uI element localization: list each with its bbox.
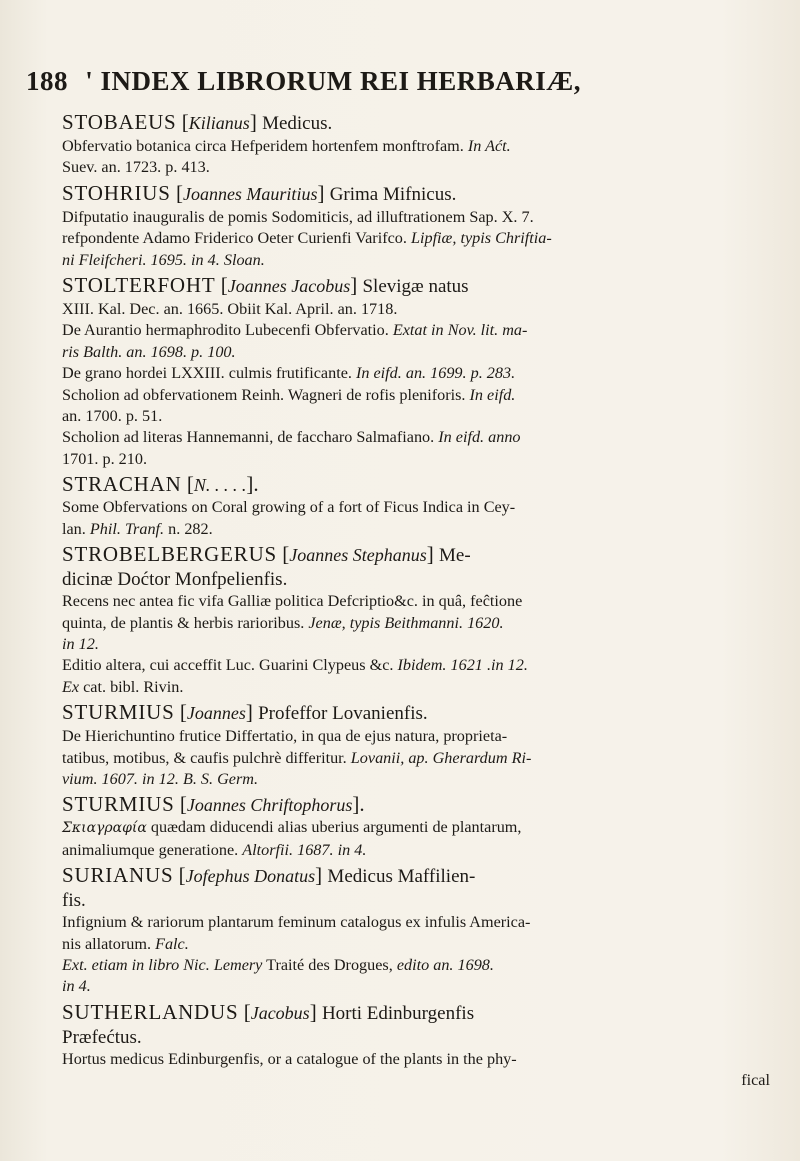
entry-surname: STOLTERFOHT (62, 273, 216, 298)
entry-reference: Ibidem. 1621 .in 12. (397, 656, 528, 675)
entry-text: cat. bibl. Rivin. (83, 677, 184, 696)
entry-text: animaliumque generatione. (62, 840, 239, 859)
catchword: fical (741, 1071, 770, 1090)
entry-surname: STROBELBERGERUS (62, 542, 278, 567)
entry-surname: STRACHAN (62, 472, 182, 497)
entry-role: Slevigæ natus (362, 276, 469, 298)
entry-stohrius: STOHRIUS [Joannes Mauritius] Grima Mifnicus. Difputatio inauguralis de pomis Sodomiticis, ad illuftrationem Sap. X. 7. refpondente Adamo Friderico Oeter Curienfi Varifco. Lipfiæ, typis Chriftia- ni Fleifcheri. 1695. in 4. Sloan. (62, 180, 552, 269)
entry-text: nis allatorum. (62, 934, 152, 953)
entry-text: quædam diducendi alias uberius argumenti de plantarum, (150, 818, 522, 837)
entry-reference: In eifd. an. 1699. p. 283. (355, 364, 516, 383)
entry-given-name: Joannes Mauritius (182, 183, 318, 204)
entry-reference: Ext. etiam in libro Nic. Lemery (62, 955, 263, 974)
entry-reference: In eifd. anno (438, 428, 521, 447)
entry-reference: Extat in Nov. lit. ma- (392, 321, 528, 340)
entry-strobelbergerus: STROBELBERGERUS [Joannes Stephanus] Me- dicinæ Doćtor Monfpelienfis. Recens nec antea fic vifa Galliæ politica Defcriptio&c. in quâ, feĉtione quinta, de plantis & herbis rarioribus. Jenæ, typis Beithmanni. 1620. in 12. Editio altera, cui acceffit Luc. Guarini Clypeus &c. Ibidem. 1621 .in 12. Ex cat. bibl. Rivin. (62, 542, 528, 696)
entry-text: quinta, de plantis & herbis rarioribus. (62, 613, 305, 632)
entry-given-name: Joannes Stephanus (289, 545, 427, 566)
entry-text: lan. (62, 519, 86, 538)
entry-reference: Jenæ, typis Beithmanni. 1620. (308, 613, 504, 632)
entry-text: Recens nec antea fic vifa Galliæ politica Defcriptio&c. in quâ, feĉtione (62, 592, 523, 611)
entry-given-name: N. . . . . (193, 475, 247, 496)
entry-text: XIII. Kal. Dec. an. 1665. Obiit Kal. April. an. 1718. (62, 300, 398, 319)
entry-text: an. 1700. p. 51. (62, 407, 163, 426)
entry-reference: Lipfiæ, typis Chriftia- (410, 229, 552, 248)
entry-text: Suev. an. 1723. p. 413. (62, 158, 210, 177)
entry-surname: SURIANUS (62, 863, 174, 888)
entry-text: De Hierichuntino frutice Differtatio, in qua de ejus natura, proprieta- (62, 727, 508, 746)
entry-given-name: Jofephus Donatus (185, 866, 316, 887)
entry-role: Horti Edinburgenfis (321, 1002, 475, 1024)
entry-reference: Lovanii, ap. Gherardum Ri- (350, 748, 532, 767)
entry-text: Difputatio inauguralis de pomis Sodomiticis, ad illuftrationem Sap. X. 7. (62, 207, 534, 226)
running-title: ' INDEX LIBRORUM REI HERBARIÆ, (85, 66, 582, 96)
entry-surname: STURMIUS (62, 792, 175, 817)
entry-sturmius-christophorus: STURMIUS [Joannes Chriftophorus]. Σκιαγραφία quædam diducendi alias uberius argumenti de plantarum, animaliumque generatione. Altorfii. 1687. in 4. (62, 792, 522, 859)
entry-given-name: Joannes Jacobus (227, 276, 351, 297)
entry-text: dicinæ Doćtor Monfpelienfis. (62, 569, 288, 591)
entry-role: Profeffor Lovanienfis. (258, 703, 428, 725)
entry-text: tatibus, motibus, & caufis pulchrè differitur. (62, 748, 347, 767)
entry-text: in 4. (62, 977, 91, 996)
entry-given-name: Joannes Chriftophorus (186, 795, 353, 816)
entry-text: refpondente Adamo Friderico Oeter Curienfi Varifco. (62, 229, 407, 248)
entry-text: Traité des Drogues, (266, 955, 393, 974)
entry-reference: In eifd. (469, 385, 516, 404)
entry-reference: Ex (62, 677, 80, 696)
entry-stobaeus: STOBAEUS [Kilianus] Medicus. Obfervatio botanica circa Hefperidem hortenfem monftrofam. In Aćt. Suev. an. 1723. p. 413. (62, 110, 511, 177)
entry-text: ni Fleifcheri. 1695. in 4. Sloan. (62, 250, 265, 269)
entry-surname: STOHRIUS (62, 180, 171, 205)
entry-surname: STOBAEUS (62, 110, 177, 134)
entry-reference: In Aćt. (467, 137, 511, 155)
entry-text: Infignium & rariorum plantarum feminum catalogus ex infulis America- (62, 913, 531, 932)
entry-text: De Aurantio hermaphrodito Lubecenfi Obfervatio. (62, 321, 389, 340)
entry-role: Medicus. (262, 113, 333, 134)
entry-text: ris Balth. an. 1698. p. 100. (62, 342, 236, 361)
entry-text: in 4. (337, 840, 367, 859)
running-header (26, 66, 786, 97)
entry-stolterfoht: STOLTERFOHT [Joannes Jacobus] Slevigæ natus XIII. Kal. Dec. an. 1665. Obiit Kal. April. an. 1718. De Aurantio hermaphrodito Lubecenfi Obfervatio. Extat in Nov. lit. ma- ris Balth. an. 1698. p. 100. De grano hordei LXXIII. culmis frutificante. In eifd. an. 1699. p. 283. Scholion ad obfervationem Reinh. Wagneri de rofis pleniforis. In eifd. an. 1700. p. 51. Scholion ad literas Hannemanni, de faccharo Salmafiano. In eifd. anno 1701. p. 210. (62, 273, 528, 468)
entry-text: Scholion ad literas Hannemanni, de faccharo Salmafiano. (62, 428, 435, 447)
entry-surname: SUTHERLANDUS (62, 999, 239, 1024)
entry-reference: edito an. 1698. (396, 955, 494, 974)
page-number: 188 (26, 66, 68, 96)
entry-text: Editio altera, cui acceffit Luc. Guarini Clypeus &c. (62, 656, 394, 675)
entry-text: n. 282. (168, 519, 213, 538)
entry-text: Some Obfervations on Coral growing of a fort of Ficus Indica in Cey- (62, 498, 516, 517)
entry-reference: Phil. Tranf. (89, 519, 165, 538)
entry-text: Præfećtus. (62, 1026, 142, 1048)
entry-surname: STURMIUS (62, 700, 175, 725)
entry-given-name: Jacobus (250, 1002, 310, 1023)
entry-given-name: Kilianus (188, 113, 250, 133)
entry-text: 1701. p. 210. (62, 449, 147, 468)
entry-strachan: STRACHAN [N. . . . .]. Some Obfervations on Coral growing of a fort of Ficus Indica in Cey- lan. Phil. Tranf. n. 282. (62, 472, 516, 538)
entry-sutherlandus: SUTHERLANDUS [Jacobus] Horti Edinburgenfis Præfećtus. Hortus medicus Edinburgenfis, or a catalogue of the plants in the phy- fical (62, 999, 770, 1090)
entry-text: vium. 1607. in 12. B. S. Germ. (62, 769, 259, 788)
entry-text: in 12. (62, 634, 99, 653)
entry-text: fis. (62, 890, 86, 912)
entry-given-name: Joannes (186, 703, 246, 724)
entry-text: Scholion ad obfervationem Reinh. Wagneri de rofis pleniforis. (62, 385, 466, 404)
entry-surianus: SURIANUS [Jofephus Donatus] Medicus Maffilien- fis. Infignium & rariorum plantarum feminum catalogus ex infulis America- nis allatorum. Falc. Ext. etiam in libro Nic. Lemery Traité des Drogues, edito an. 1698. in 4. (62, 863, 531, 996)
entry-role: Grima Mifnicus. (329, 183, 457, 205)
entry-reference: Falc. (155, 934, 189, 953)
entry-role: Me- (439, 545, 471, 567)
entry-reference: Altorfii. 1687. (242, 840, 334, 859)
entry-role: Medicus Maffilien- (327, 866, 476, 888)
index-entries (62, 108, 770, 1092)
entry-sturmius-joannes: STURMIUS [Joannes] Profeffor Lovanienfis. De Hierichuntino frutice Differtatio, in qua de ejus natura, proprieta- tatibus, motibus, & caufis pulchrè differitur. Lovanii, ap. Gherardum Ri- vium. 1607. in 12. B. S. Germ. (62, 700, 532, 788)
entry-text: De grano hordei LXXIII. culmis frutificante. (62, 364, 352, 383)
entry-text: Hortus medicus Edinburgenfis, or a catalogue of the plants in the phy- (62, 1049, 517, 1068)
entry-greek-title: Σκιαγραφία (62, 820, 147, 837)
entry-text: Obfervatio botanica circa Hefperidem hortenfem monftrofam. (62, 137, 464, 155)
